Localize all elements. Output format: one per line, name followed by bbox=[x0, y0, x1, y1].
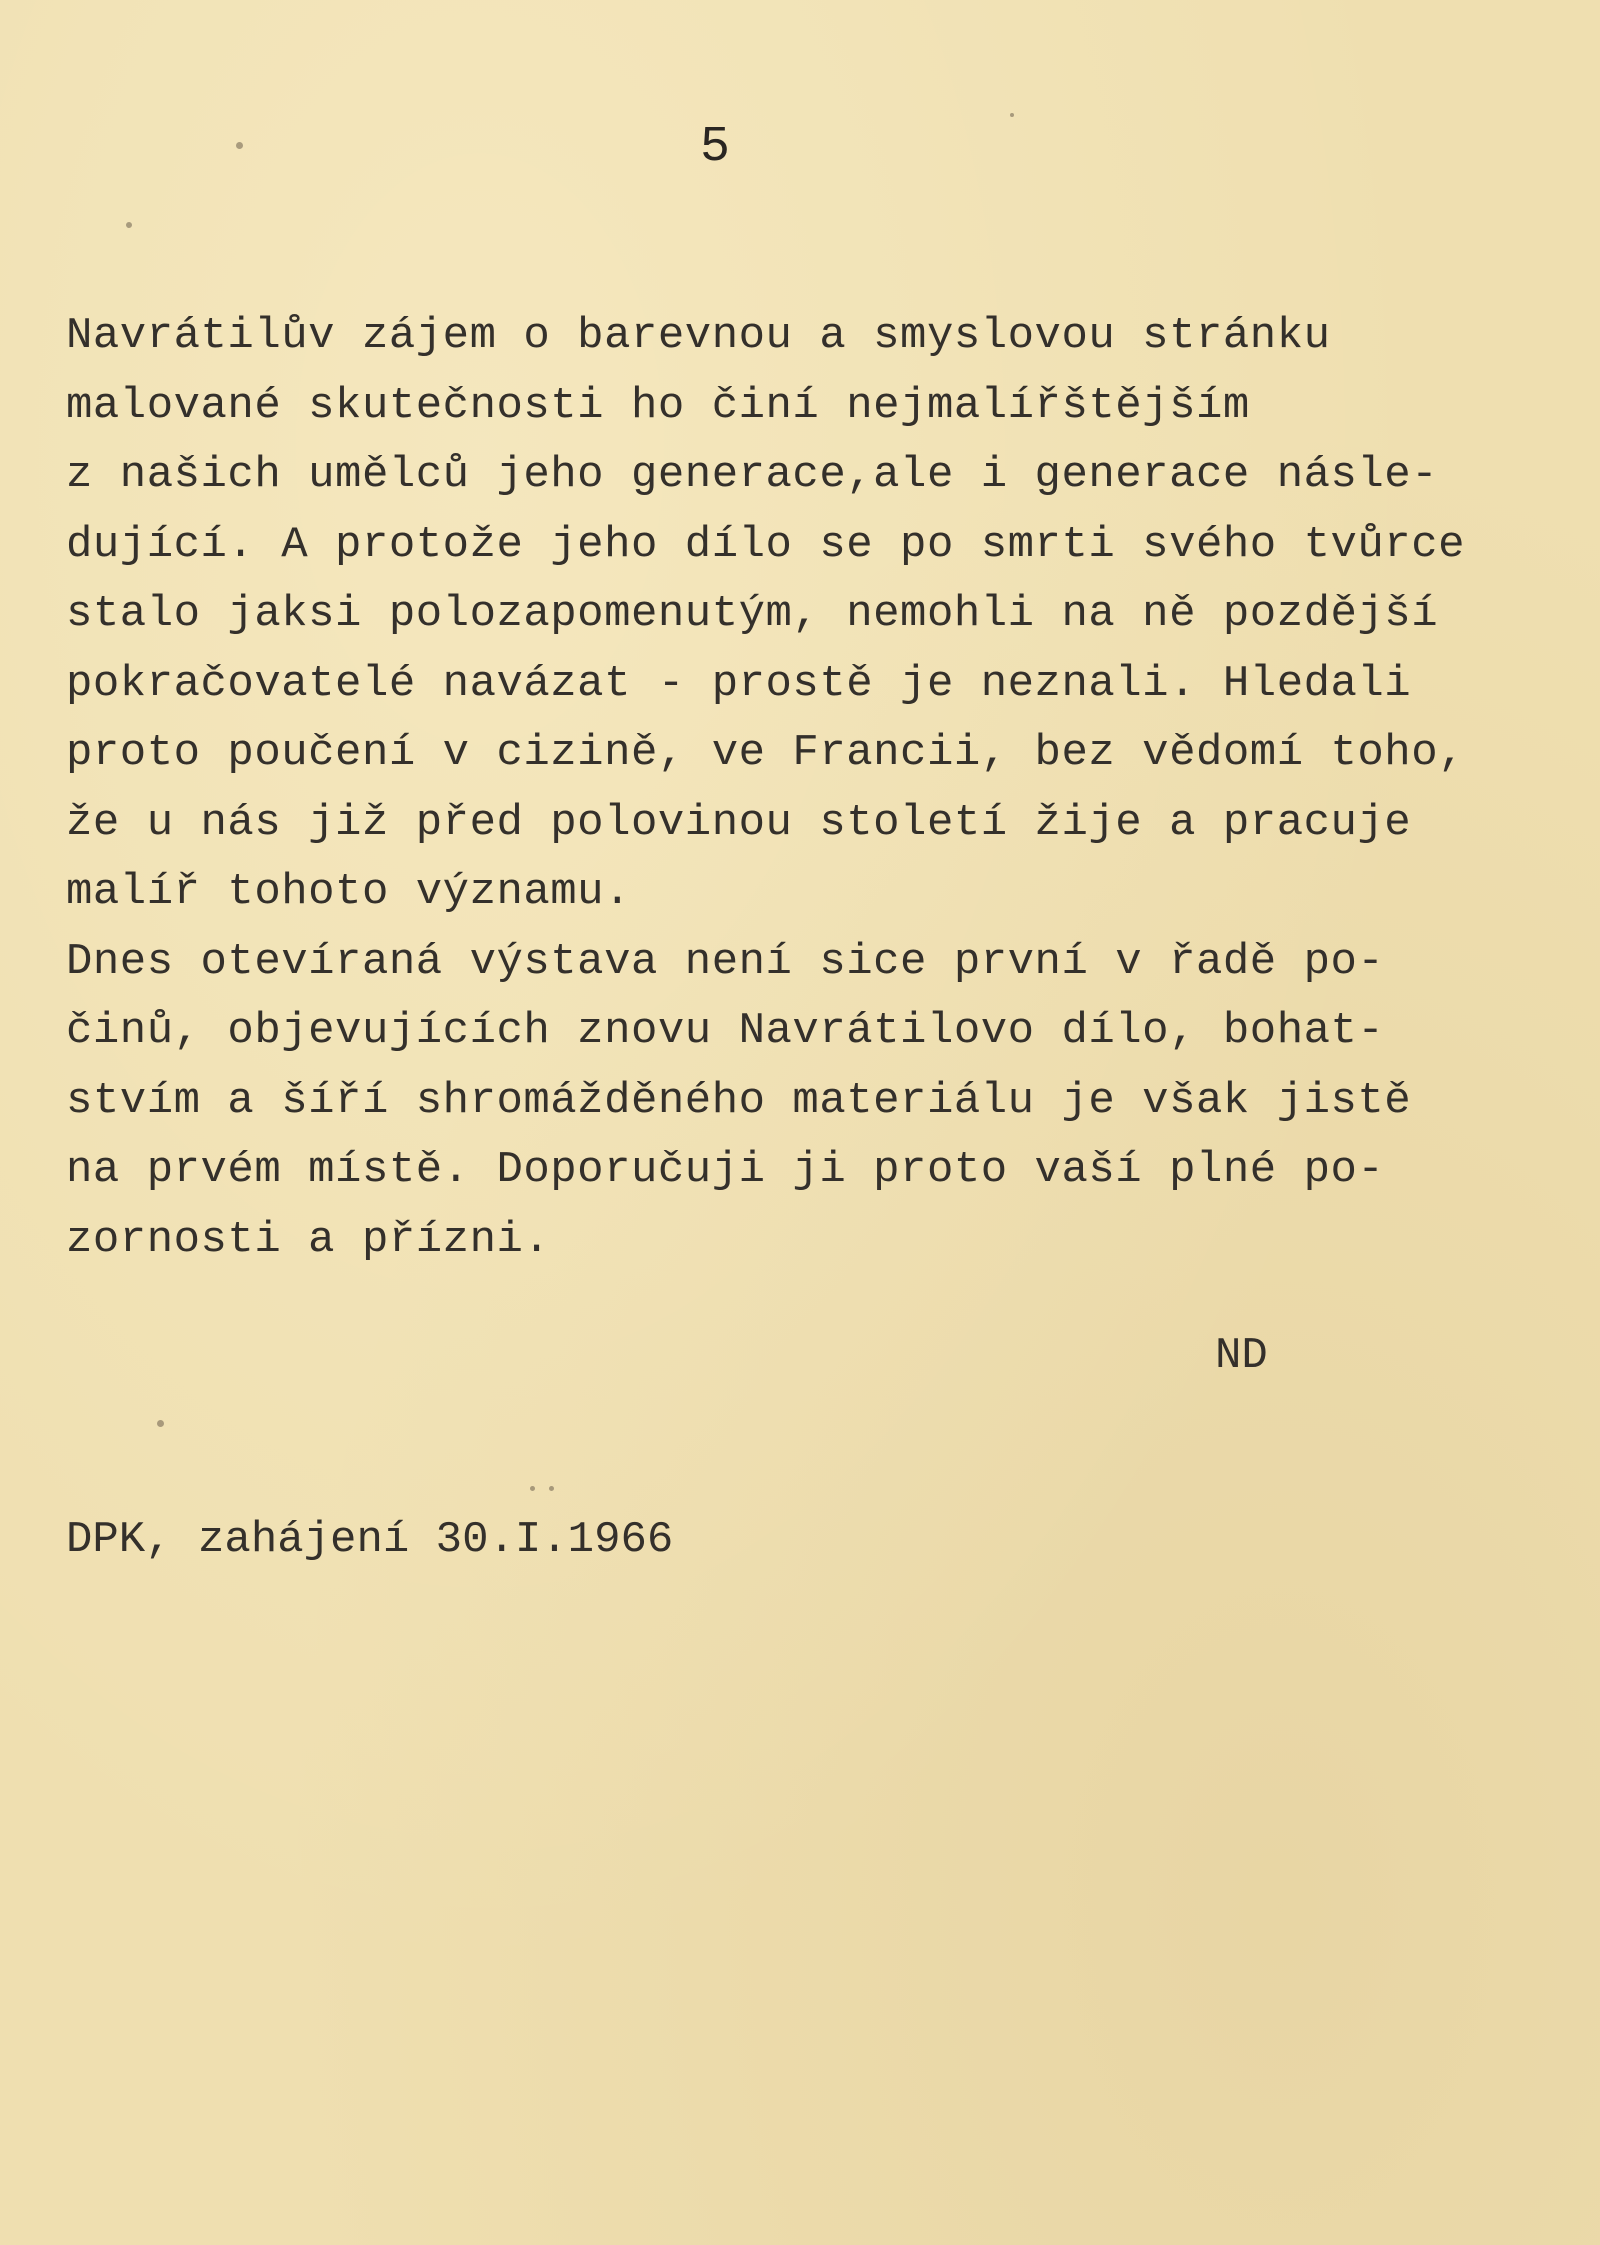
text-line: že u nás již před polovinou století žije a pracuje bbox=[66, 797, 1412, 848]
paper-speck bbox=[236, 142, 243, 149]
text-line: pokračovatelé navázat - prostě je neznali. Hledali bbox=[66, 658, 1412, 709]
text-line: činů, objevujících znovu Navrátilovo dílo, bohat- bbox=[66, 1006, 1385, 1056]
paper-speck bbox=[530, 1486, 535, 1491]
author-initials: ND bbox=[1215, 1331, 1268, 1381]
paper-speck bbox=[1010, 113, 1014, 117]
paper-speck bbox=[126, 222, 132, 228]
paper-speck bbox=[549, 1486, 554, 1491]
text-line: stalo jaksi polozapomenutým, nemohli na ně pozdější bbox=[66, 589, 1439, 639]
text-line: Dnes otevíraná výstava není sice první v řadě po- bbox=[66, 936, 1385, 987]
text-line: proto poučení v cizině, ve Francii, bez vědomí toho, bbox=[66, 728, 1466, 778]
page-number: 5 bbox=[700, 119, 731, 176]
text-line: malované skutečnosti ho činí nejmalířštějším bbox=[66, 380, 1250, 431]
text-line: na prvém místě. Doporučuji ji proto vaší plné po- bbox=[66, 1145, 1385, 1195]
footer-note: DPK, zahájení 30.I.1966 bbox=[66, 1515, 674, 1565]
text-line: Navrátilův zájem o barevnou a smyslovou stránku bbox=[66, 311, 1331, 361]
paper-speck bbox=[157, 1420, 164, 1427]
text-line: malíř tohoto významu. bbox=[66, 867, 631, 917]
text-line: stvím a šíří shromážděného materiálu je však jistě bbox=[66, 1075, 1412, 1126]
body-text bbox=[66, 302, 1566, 1275]
text-line: z našich umělců jeho generace,ale i generace násle- bbox=[66, 450, 1439, 500]
text-line: zornosti a přízni. bbox=[66, 1214, 551, 1265]
text-line: dující. A protože jeho dílo se po smrti svého tvůrce bbox=[66, 519, 1466, 570]
